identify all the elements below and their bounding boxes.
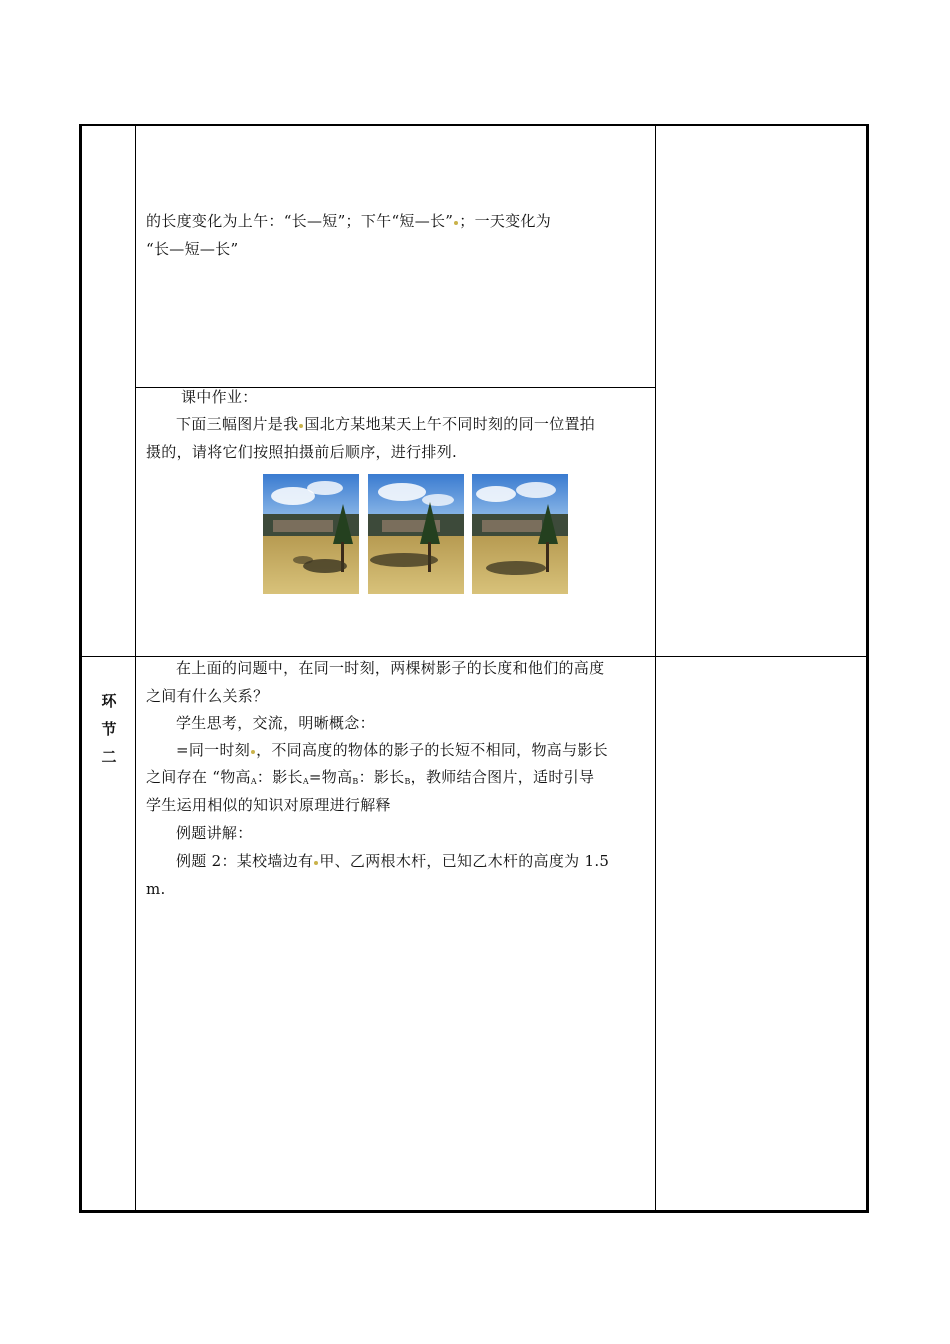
border-top [79, 124, 869, 126]
subscript-a: A [250, 777, 257, 786]
shadow-change-line-1 [146, 208, 551, 235]
subscript-a: A [302, 777, 309, 786]
concept-line-2 [146, 764, 594, 795]
shadow-change-line-2: “长—短—长” [146, 240, 239, 258]
question-line-2: 之间有什么关系？ [146, 687, 269, 705]
photo-2 [368, 474, 464, 594]
concept-line-3: 学生运用相似的知识对原理进行解释 [146, 796, 391, 814]
section-label-char-2: 节 [101, 720, 117, 738]
homework-heading: 课中作业： [181, 388, 258, 406]
section-label-char-3: 二 [101, 748, 117, 766]
border-col1 [135, 124, 136, 1213]
example-line-1 [176, 848, 609, 875]
text-fragment: =同一时刻 [176, 741, 251, 759]
text-fragment: 之间存在 “物高 [146, 768, 251, 786]
text-fragment: =物高 [308, 768, 353, 786]
text-fragment: ，教师结合图片，适时引导 [410, 768, 595, 786]
homework-para-line-1 [176, 411, 595, 438]
photo-1 [263, 474, 359, 594]
text-fragment: 国北方某地某天上午不同时刻的同一位置拍 [304, 415, 596, 433]
text-fragment: ，不同高度的物体的影子的长短不相同，物高与影长 [256, 741, 608, 759]
mark-dot [251, 750, 255, 754]
concept-line-1 [176, 737, 608, 764]
text-fragment: 下面三幅图片是我 [176, 415, 299, 433]
subscript-b: B [352, 777, 359, 786]
border-bottom [79, 1210, 869, 1213]
example-heading: 例题讲解： [176, 824, 253, 842]
photo-3 [472, 474, 568, 594]
text-fragment: ：影长 [256, 768, 303, 786]
mark-dot [454, 221, 458, 225]
text-fragment: ：影长 [358, 768, 405, 786]
subscript-b: B [404, 777, 411, 786]
question-line-1: 在上面的问题中，在同一时刻，两棵树影子的长度和他们的高度 [176, 659, 605, 677]
mark-dot [299, 424, 303, 428]
homework-para-line-2: 摄的，请将它们按照拍摄前后顺序，进行排列. [146, 443, 458, 461]
mark-dot [314, 861, 318, 865]
text-fragment: 例题 2：某校墙边有 [176, 852, 314, 870]
section-label-char-1: 环 [101, 692, 117, 710]
text-fragment: ；一天变化为 [459, 212, 552, 230]
think-line: 学生思考，交流，明晰概念： [176, 714, 375, 732]
border-col2 [655, 124, 656, 1213]
example-line-2: m. [146, 880, 166, 898]
border-right [866, 124, 869, 1213]
text-fragment: 甲、乙两根木杆，已知乙木杆的高度为 1.5 [319, 852, 610, 870]
border-left [79, 124, 82, 1213]
text-fragment: 的长度变化为上午：“长—短”；下午“短—长” [146, 212, 454, 230]
